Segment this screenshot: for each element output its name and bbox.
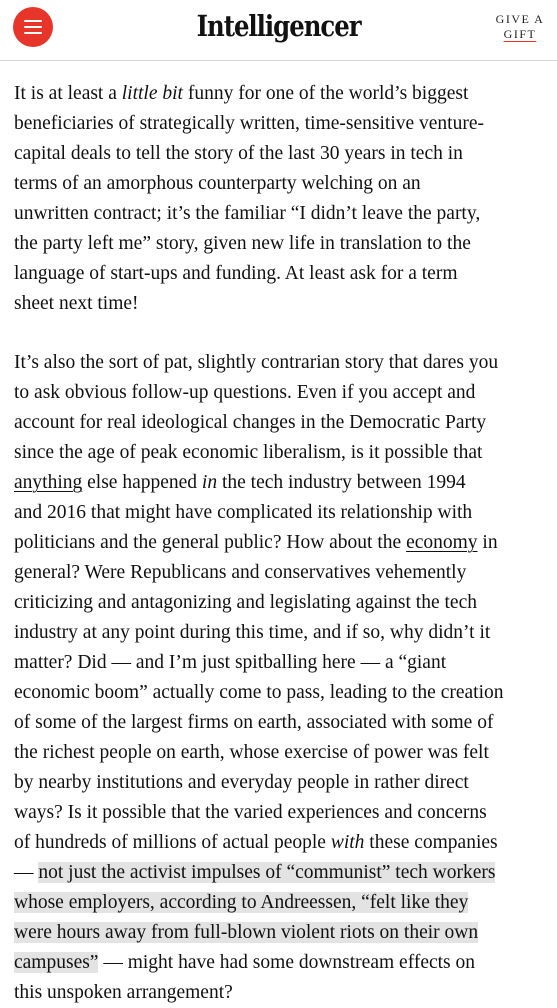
text-line: this unspoken arrangement? (14, 982, 233, 1003)
text-span: the tech industry between 1994 (217, 472, 466, 493)
highlighted-text[interactable]: whose employers, according to Andreessen, “felt like they (14, 892, 469, 913)
text-line: criticizing and antagonizing and legislating against the tech (14, 592, 477, 613)
text-line (14, 948, 552, 978)
site-header (0, 0, 557, 61)
text-line (14, 888, 552, 918)
text-line: of some of the largest firms on earth, associated with some of (14, 712, 494, 733)
text-line (14, 918, 552, 948)
text-line (14, 828, 552, 858)
article-paragraph-2 (14, 348, 552, 1008)
text-span: else happened (82, 472, 202, 493)
text-line: terms of an amorphous counterparty welching on an (14, 173, 421, 194)
text-line: language of start-ups and funding. At least ask for a term (14, 263, 458, 284)
text-line: unwritten contract; it’s the familiar “I didn’t leave the party, (14, 203, 481, 224)
text-span: funny for one of the world’s biggest (182, 83, 469, 104)
text-line: industry at any point during this time, and if so, why didn’t it (14, 622, 491, 643)
emphasis-text: with (330, 832, 365, 853)
text-line: to ask obvious follow-up questions. Even if you accept and (14, 382, 476, 403)
text-span: politicians and the general public? How about the (14, 532, 407, 553)
text-line: the richest people on earth, whose exercise of power was felt (14, 742, 489, 763)
site-logo[interactable] (0, 6, 557, 46)
text-line: ways? Is it possible that the varied experiences and concerns (14, 802, 487, 823)
text-line: since the age of peak economic liberalism, is it possible that (14, 442, 483, 463)
give-a-gift-line2: GIFT (503, 27, 537, 41)
text-line (14, 79, 552, 109)
text-line: It’s also the sort of pat, slightly contrarian story that dares you (14, 352, 499, 373)
article-body (14, 79, 552, 1008)
text-line: account for real ideological changes in the Democratic Party (14, 412, 487, 433)
anything-link[interactable]: anything (14, 472, 83, 493)
text-span: — might have had some downstream effects on (98, 952, 476, 973)
economy-link[interactable]: economy (406, 532, 478, 553)
site-logo-text: Intelligencer (196, 9, 361, 43)
give-a-gift-line1: GIVE A (495, 12, 545, 26)
text-line (14, 468, 552, 498)
text-line: economic boom” actually come to pass, leading to the creation (14, 682, 504, 703)
text-span: in (477, 532, 498, 553)
emphasis-text: in (201, 472, 218, 493)
highlighted-text[interactable]: campuses” (14, 952, 99, 973)
give-a-gift-link[interactable] (495, 12, 545, 42)
text-line (14, 858, 552, 888)
text-span: — (14, 862, 39, 883)
text-line: by nearby institutions and everyday people in rather direct (14, 772, 469, 793)
article-paragraph-1 (14, 79, 552, 319)
text-line: beneficiaries of strategically written, time-sensitive venture- (14, 113, 484, 134)
highlighted-text[interactable]: not just the activist impulses of “communist” tech workers (38, 862, 496, 883)
text-line: and 2016 that might have complicated its relationship with (14, 502, 473, 523)
text-span: It is at least a (14, 83, 122, 104)
text-line: capital deals to tell the story of the last 30 years in tech in (14, 143, 463, 164)
emphasis-text: little bit (121, 83, 183, 104)
text-line (14, 528, 552, 558)
text-line: sheet next time! (14, 293, 139, 314)
text-span: these companies (364, 832, 498, 853)
text-line: matter? Did — and I’m just spitballing here — a “giant (14, 652, 447, 673)
highlighted-text[interactable]: were hours away from full-blown violent riots on their own (14, 922, 479, 943)
text-line: the party left me” story, given new life in translation to the (14, 233, 471, 254)
text-line: general? Were Republicans and conservatives vehemently (14, 562, 467, 583)
text-span: of hundreds of millions of actual people (14, 832, 331, 853)
